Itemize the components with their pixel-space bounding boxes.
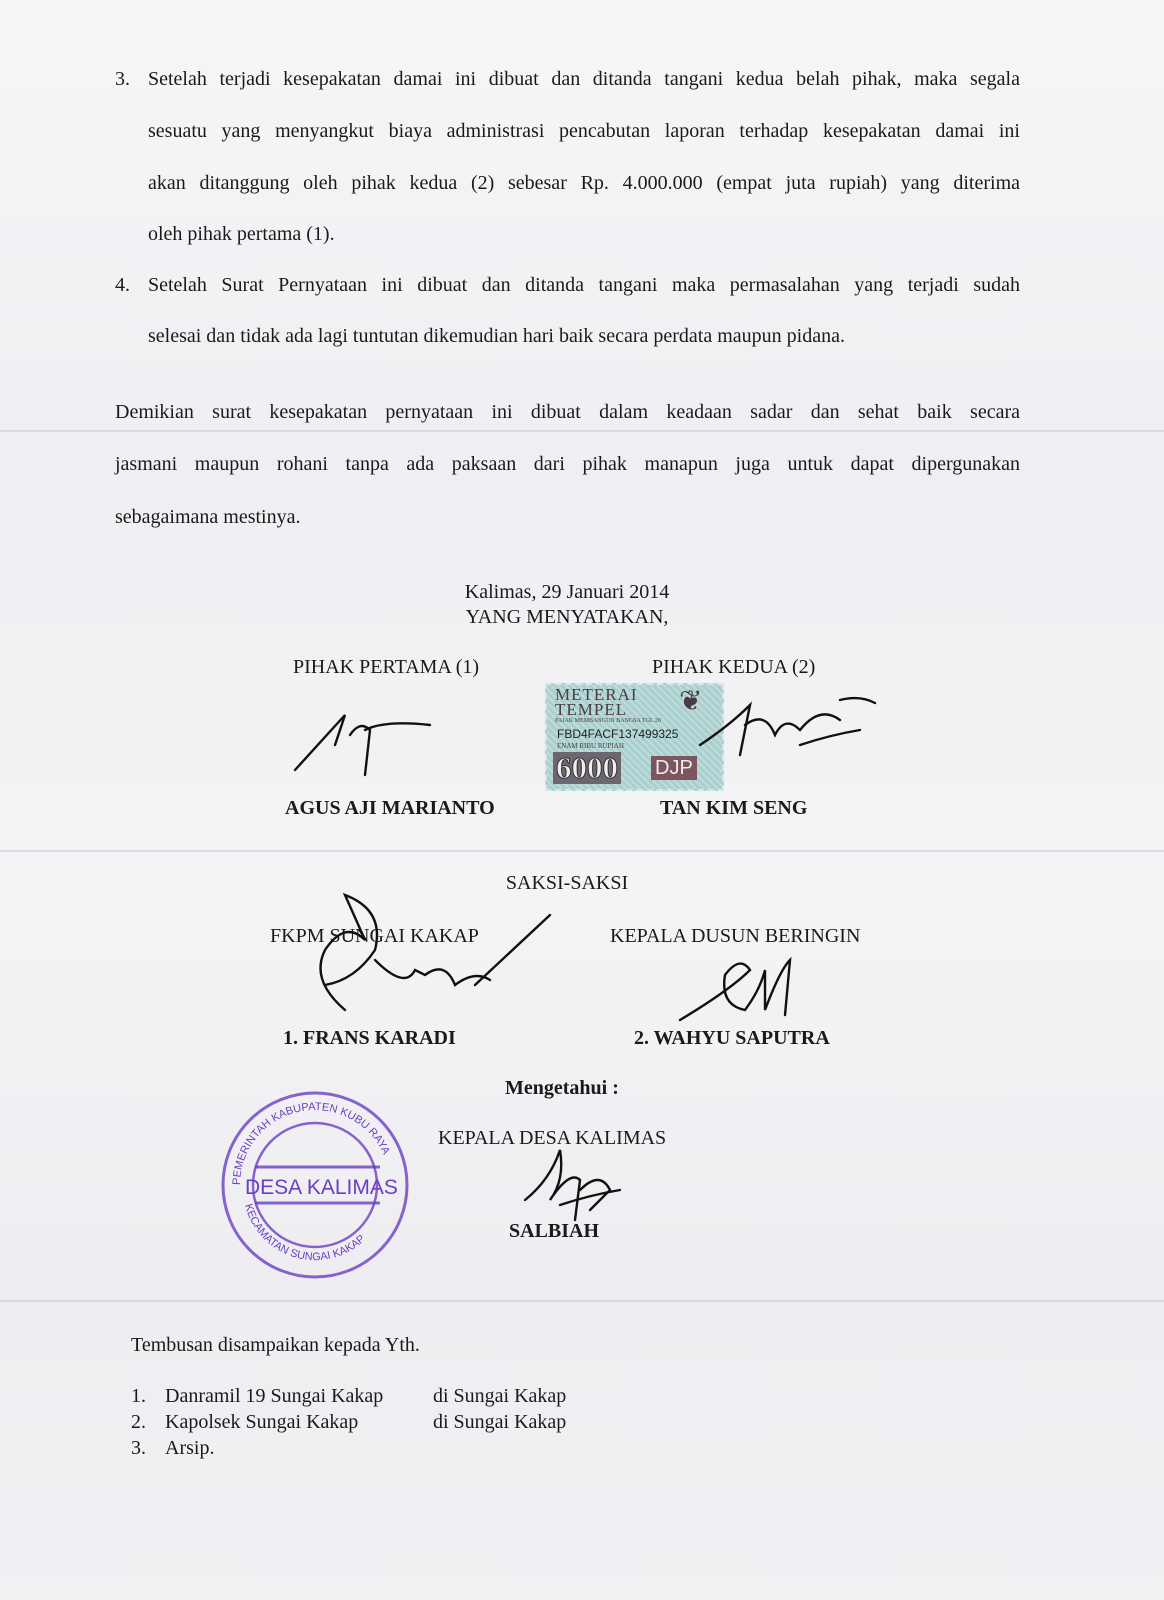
cc-location: di Sungai Kakap	[433, 1411, 567, 1433]
cc-name: Kapolsek Sungai Kakap	[165, 1411, 359, 1433]
party1-name: AGUS AJI MARIANTO	[285, 797, 495, 819]
stamp-amount-words: ENAM RIBU RUPIAH	[557, 742, 624, 750]
stamp-title: TEMPEL	[555, 700, 628, 719]
stamp-code: FBD4FACF137499325	[557, 727, 679, 741]
closing-line: sebagaimana mestinya.	[115, 506, 301, 528]
witness2-name: 2. WAHYU SAPUTRA	[634, 1027, 830, 1049]
cc-name: Arsip.	[165, 1437, 215, 1459]
signature-witness1	[305, 890, 565, 1020]
cc-location: di Sungai Kakap	[433, 1385, 567, 1407]
stamp-small-text: PAJAK MEMBANGUN BANGSA TGL 20	[555, 718, 661, 724]
party1-label: PIHAK PERTAMA (1)	[293, 656, 480, 678]
stamp-title: METERAI	[555, 685, 638, 704]
signature-party1	[290, 690, 440, 790]
cc-name: Danramil 19 Sungai Kakap	[165, 1385, 384, 1407]
witnesses-heading: SAKSI-SAKSI	[505, 872, 629, 894]
item-number: 4.	[115, 274, 130, 296]
closing-line: Demikian surat kesepakatan pernyataan ini dibuat dalam keadaan sadar dan sehat baik secara	[115, 401, 1020, 423]
garuda-emblem-icon: ❦	[679, 686, 703, 717]
item-line: selesai dan tidak ada lagi tuntutan dikemudian hari baik secara perdata maupun pidana.	[148, 325, 845, 347]
seal-bottom-text: KECAMATAN SUNGAI KAKAP	[242, 1202, 368, 1264]
paper-fold	[0, 1300, 1164, 1302]
cc-number: 1.	[131, 1385, 146, 1407]
item-line: akan ditanggung oleh pihak kedua (2) sebesar Rp. 4.000.000 (empat juta rupiah) yang diterima	[148, 172, 1020, 194]
cc-number: 3.	[131, 1437, 146, 1459]
village-head-title: KEPALA DESA KALIMAS	[438, 1127, 667, 1149]
item-line: oleh pihak pertama (1).	[148, 223, 335, 245]
acknowledged-label: Mengetahui :	[505, 1077, 619, 1099]
witness1-org: FKPM SUNGAI KAKAP	[270, 925, 479, 947]
item-line: Setelah Surat Pernyataan ini dibuat dan ditanda tangani maka permasalahan yang terjadi sudah	[148, 274, 1020, 296]
witness2-org: KEPALA DUSUN BERINGIN	[610, 925, 861, 947]
seal-center-text: DESA KALIMAS	[245, 1176, 398, 1199]
svg-text:KECAMATAN SUNGAI KAKAP	[242, 1202, 368, 1263]
declarant-heading: YANG MENYATAKAN,	[465, 606, 669, 628]
cc-number: 2.	[131, 1411, 146, 1433]
stamp-issuer: DJP	[651, 756, 697, 780]
item-number: 3.	[115, 68, 130, 90]
signature-village-head	[520, 1140, 630, 1230]
item-line: Setelah terjadi kesepakatan damai ini dibuat dan ditanda tangani kedua belah pihak, maka segala	[148, 68, 1020, 90]
item-line: sesuatu yang menyangkut biaya administrasi pencabutan laporan terhadap kesepakatan damai ini	[148, 120, 1020, 142]
village-seal	[215, 1085, 415, 1285]
witness1-name: 1. FRANS KARADI	[283, 1027, 456, 1049]
stamp-amount: 6000	[553, 752, 621, 784]
cc-heading: Tembusan disampaikan kepada Yth.	[131, 1334, 420, 1356]
party2-label: PIHAK KEDUA (2)	[652, 656, 816, 678]
closing-line: jasmani maupun rohani tanpa ada paksaan dari pihak manapun juga untuk dapat dipergunakan	[115, 453, 1020, 475]
village-head-name: SALBIAH	[509, 1220, 600, 1242]
signature-party2	[690, 685, 890, 765]
paper-fold	[0, 430, 1164, 432]
paper-fold	[0, 850, 1164, 852]
signature-witness2	[670, 950, 820, 1030]
place-date: Kalimas, 29 Januari 2014	[464, 581, 670, 603]
party2-name: TAN KIM SENG	[660, 797, 808, 819]
seal-top-text: PEMERINTAH KABUPATEN KUBU RAYA	[230, 1100, 392, 1186]
